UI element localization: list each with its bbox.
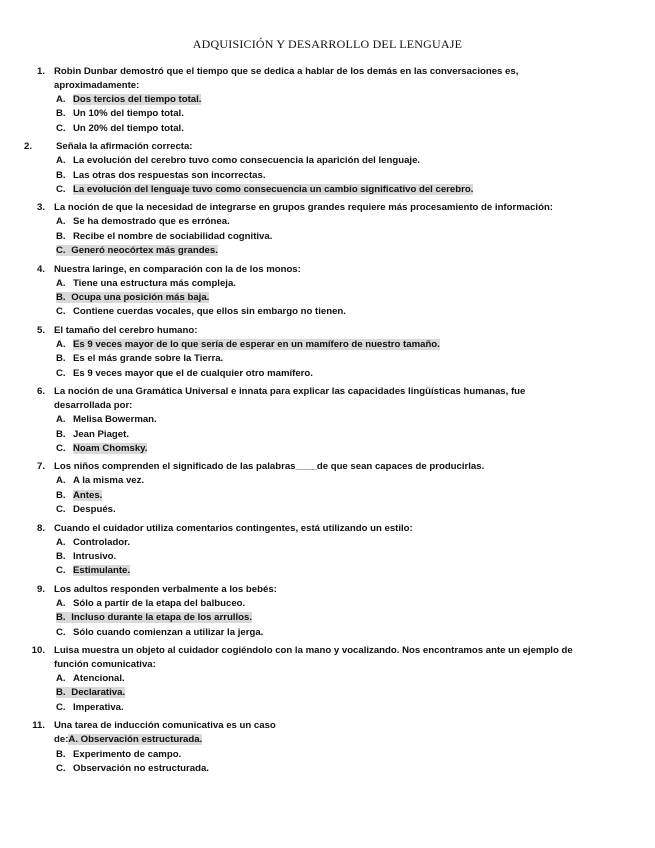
question-text: La noción de que la necesidad de integrarse en grupos grandes requiere más procesamiento de información: bbox=[54, 202, 554, 214]
question-5 bbox=[0, 324, 655, 381]
question-4 bbox=[0, 263, 655, 320]
question-3 bbox=[0, 201, 655, 258]
question-text: Robin Dunbar demostró que el tiempo que se dedica a hablar de los demás en las conversaciones es, aproximadamente: bbox=[54, 66, 519, 91]
option-a: A. La evolución del cerebro tuvo como consecuencia la aparición del lenguaje. bbox=[56, 155, 421, 167]
option-a: A. Melisa Bowerman. bbox=[56, 414, 157, 426]
option-b: B. Antes. bbox=[56, 489, 103, 501]
option-highlight: B. Ocupa una posición más baja. bbox=[56, 292, 210, 304]
option-c: C. Un 20% del tiempo total. bbox=[56, 122, 184, 134]
option-text-highlighted: Estimulante. bbox=[73, 565, 131, 577]
question-1 bbox=[0, 65, 655, 136]
question-number: 6. bbox=[36, 386, 45, 398]
question-7 bbox=[0, 460, 655, 517]
question-number: 8. bbox=[36, 522, 45, 534]
option-a: A. Tiene una estructura más compleja. bbox=[56, 277, 236, 289]
option-b: B. Experimento de campo. bbox=[56, 748, 182, 760]
option-a: A. Es 9 veces mayor de lo que sería de esperar en un mamífero de nuestro tamaño. bbox=[56, 338, 440, 350]
option-a: A. Sólo a partir de la etapa del balbuceo. bbox=[56, 597, 246, 609]
option-text-highlighted: La evolución del lenguaje tuvo como consecuencia un cambio significativo del cerebro. bbox=[73, 184, 474, 196]
option-b: B. Recibe el nombre de sociabilidad cognitiva. bbox=[56, 230, 273, 242]
option-highlight: C. Generó neocórtex más grandes. bbox=[56, 245, 218, 257]
question-text: Luisa muestra un objeto al cuidador cogiéndolo con la mano y vocalizando. Nos encontramos ante un ejemplo de función comunicativa: bbox=[54, 644, 573, 670]
question-11 bbox=[0, 719, 655, 776]
option-highlight: A. Observación estructurada. bbox=[68, 734, 203, 746]
question-10 bbox=[0, 644, 655, 715]
option-c: C. Observación no estructurada. bbox=[56, 763, 209, 774]
question-number: 1. bbox=[36, 66, 45, 77]
question-9 bbox=[0, 583, 655, 640]
question-text: Los niños comprenden el significado de las palabras____de que sean capaces de producirlas. bbox=[54, 461, 485, 473]
question-text: La noción de una Gramática Universal e innata para explicar las capacidades lingüísticas humanas, fue desarrollada por: bbox=[54, 386, 526, 412]
option-highlight: B. Declarativa. bbox=[56, 687, 126, 699]
option-b: B. Intrusivo. bbox=[56, 550, 117, 562]
option-b: B. Un 10% del tiempo total. bbox=[56, 108, 184, 120]
option-a: A. Dos tercios del tiempo total. bbox=[56, 94, 202, 105]
option-b: B. Las otras dos respuestas son incorrectas. bbox=[56, 169, 266, 181]
option-c bbox=[56, 244, 655, 258]
question-number: 10. bbox=[31, 644, 45, 656]
question-number: 9. bbox=[36, 583, 45, 595]
option-c: C. Contiene cuerdas vocales, que ellos sin embargo no tienen. bbox=[56, 306, 346, 318]
question-number: 4. bbox=[36, 263, 45, 275]
option-a: A. Controlador. bbox=[56, 536, 131, 548]
question-list bbox=[0, 65, 655, 776]
option-text-highlighted: Es 9 veces mayor de lo que sería de esperar en un mamífero de nuestro tamaño. bbox=[73, 338, 440, 350]
question-text: El tamaño del cerebro humano: bbox=[54, 324, 198, 336]
option-b bbox=[56, 611, 655, 625]
document-title: ADQUISICIÓN Y DESARROLLO DEL LENGUAJE bbox=[192, 37, 463, 51]
option-c: C. Estimulante. bbox=[56, 565, 131, 577]
option-c: C. Es 9 veces mayor que el de cualquier otro mamífero. bbox=[56, 367, 313, 379]
option-highlight: B. Incluso durante la etapa de los arrullos. bbox=[56, 612, 252, 624]
question-6 bbox=[0, 385, 655, 456]
question-number: 7. bbox=[36, 461, 45, 473]
question-text: Los adultos responden verbalmente a los bebés: bbox=[54, 583, 277, 595]
question-text: Nuestra laringe, en comparación con la de los monos: bbox=[54, 263, 301, 275]
option-a: A. A la misma vez. bbox=[56, 475, 145, 487]
option-b: B. Jean Piaget. bbox=[56, 428, 129, 440]
option-b: B. Es el más grande sobre la Tierra. bbox=[56, 353, 224, 365]
question-text: Cuando el cuidador utiliza comentarios contingentes, está utilizando un estilo: bbox=[54, 522, 413, 534]
question-number: 2. bbox=[23, 141, 32, 153]
option-c: C. Después. bbox=[56, 504, 116, 516]
option-b bbox=[56, 291, 655, 305]
option-a: A. Atencional. bbox=[56, 672, 125, 684]
option-c: C. Imperativa. bbox=[56, 701, 124, 713]
option-c: C. Sólo cuando comienzan a utilizar la jerga. bbox=[56, 626, 264, 638]
question-2 bbox=[0, 140, 655, 197]
question-8 bbox=[0, 522, 655, 579]
option-text-highlighted: Antes. bbox=[73, 489, 103, 501]
option-b bbox=[56, 686, 655, 700]
option-a: de:A. Observación estructurada. bbox=[54, 734, 203, 746]
option-text-highlighted: Noam Chomsky. bbox=[73, 442, 148, 454]
option-text-highlighted: Dos tercios del tiempo total. bbox=[73, 94, 202, 105]
question-number: 11. bbox=[32, 720, 45, 732]
option-c: C. La evolución del lenguaje tuvo como consecuencia un cambio significativo del cerebro. bbox=[56, 184, 474, 196]
question-number: 5. bbox=[36, 324, 45, 336]
question-number: 3. bbox=[36, 202, 45, 214]
option-a: A. Se ha demostrado que es errónea. bbox=[56, 216, 230, 228]
option-c: C. Noam Chomsky. bbox=[56, 442, 148, 454]
question-text: Una tarea de inducción comunicativa es un caso bbox=[54, 720, 276, 732]
question-text: Señala la afirmación correcta: bbox=[56, 141, 193, 153]
